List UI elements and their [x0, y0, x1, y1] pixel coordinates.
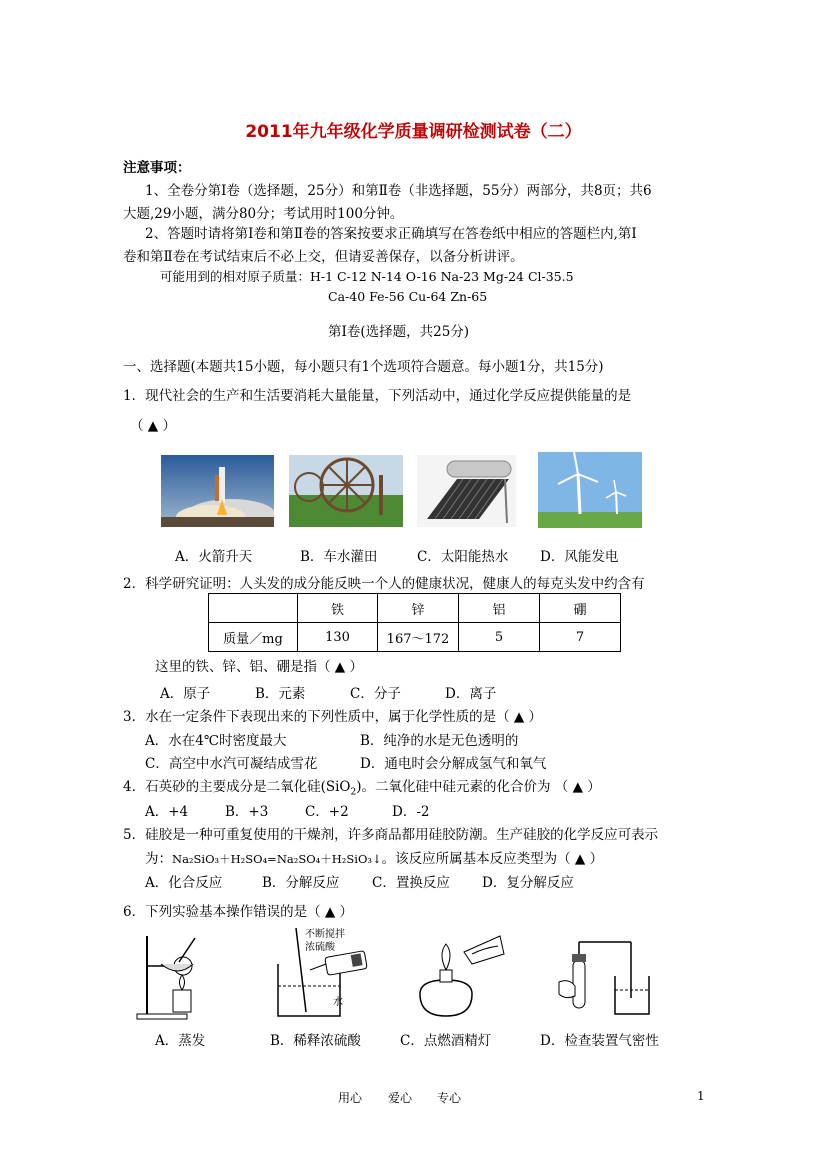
- table-header-cell: 铁: [298, 594, 378, 623]
- water-label: 水: [333, 997, 343, 1008]
- atomic-mass-line1: 可能用到的相对原子质量：H-1 C-12 N-14 O-16 Na-23 Mg-24 Cl-35.5: [160, 269, 574, 284]
- page-number: 1: [697, 1089, 705, 1103]
- q3-option-c: C．高空中水汽可凝结成雪花: [145, 756, 318, 772]
- table-cell: 167～172: [378, 623, 459, 652]
- q4-option-b: B．+3: [225, 804, 269, 820]
- table-row: [209, 623, 621, 652]
- q6-option-c: C．点燃酒精灯: [400, 1033, 492, 1049]
- q5-equation-line: [145, 847, 603, 867]
- table-cell: 130: [298, 623, 378, 652]
- q1-option-d: D．风能发电: [540, 549, 619, 565]
- q3-stem: 3．水在一定条件下表现出来的下列性质中，属于化学性质的是（ ▲ ）: [123, 709, 543, 725]
- atomic-mass-line2: Ca-40 Fe-56 Cu-64 Zn-65: [328, 289, 488, 304]
- solar-water-heater-image: [417, 455, 516, 527]
- table-cell: 质量／mg: [209, 623, 298, 652]
- notice-p1-line2: 大题,29小题，满分80分；考试用时100分钟。: [123, 206, 404, 222]
- q1-answer-blank: （ ▲ ）: [130, 418, 176, 434]
- footer-word-3: 专心: [437, 1091, 462, 1105]
- notice-p2-line1: 2、答题时请将第Ⅰ卷和第Ⅱ卷的答案按要求正确填写在答卷纸中相应的答题栏内,第Ⅰ: [145, 226, 637, 242]
- q4-option-a: A．+4: [145, 804, 189, 820]
- q6-option-a: A．蒸发: [155, 1033, 206, 1049]
- q5-option-c: C．置换反应: [372, 875, 450, 891]
- notice-p1-line1: 1、全卷分第Ⅰ卷（选择题，25分）和第Ⅱ卷（非选择题，55分）两部分，共8页；共6: [145, 183, 652, 199]
- hair-element-table: [208, 593, 621, 652]
- wind-turbine-image: [538, 452, 642, 528]
- q2-question: 这里的铁、锌、铝、硼是指（ ▲ ）: [155, 659, 363, 675]
- evaporation-apparatus-image: [133, 930, 213, 1022]
- q2-option-a: A．原子: [160, 686, 211, 702]
- waterwheel-image: [289, 455, 403, 527]
- q5-option-d: D．复分解反应: [482, 875, 574, 891]
- q4-option-d: D．-2: [392, 804, 430, 820]
- rocket-launch-image: [161, 455, 274, 527]
- q3-option-b: B．纯净的水是无色透明的: [360, 733, 519, 749]
- q1-option-c: C．太阳能热水: [417, 549, 509, 565]
- q3-option-a: A．水在4℃时密度最大: [145, 733, 287, 749]
- q4-option-c: C．+2: [305, 804, 349, 820]
- q5-eq-suffix: 。该反应所属基本反应类型为（ ▲ ）: [381, 851, 604, 867]
- part-heading: 一、选择题(本题共15小题，每小题只有1个选项符合题意。每小题1分，共15分): [123, 359, 604, 375]
- q2-option-d: D．离子: [445, 686, 497, 702]
- footer-word-1: 用心: [338, 1091, 363, 1105]
- footer-word-2: 爱心: [388, 1091, 413, 1105]
- q1-option-b: B．车水灌田: [300, 549, 378, 565]
- q4-stem-part2: )。二氧化硅中硅元素的化合价为 （ ▲ ）: [356, 779, 601, 795]
- page-title: 2011年九年级化学质量调研检测试卷（二）: [245, 122, 582, 142]
- q4-subscript: 2: [350, 787, 357, 798]
- q6-option-d: D．检查装置气密性: [540, 1033, 659, 1049]
- alcohol-lamp-apparatus-image: [412, 932, 507, 1022]
- q5-stem: 5．硅胶是一种可重复使用的干燥剂，许多商品都用硅胶防潮。生产硅胶的化学反应可表示: [123, 827, 659, 843]
- table-header-cell: 铝: [459, 594, 540, 623]
- q4-stem-part1: 4．石英砂的主要成分是二氧化硅(SiO: [123, 779, 351, 795]
- q1-stem: 1．现代社会的生产和生活要消耗大量能量，下列活动中，通过化学反应提供能量的是: [123, 388, 632, 404]
- q3-option-d: D．通电时会分解成氢气和氧气: [360, 756, 547, 772]
- q2-option-b: B．元素: [255, 686, 306, 702]
- table-header-cell: 硼: [540, 594, 621, 623]
- section-title: 第Ⅰ卷(选择题，共25分): [328, 324, 470, 340]
- notice-heading: 注意事项：: [123, 160, 191, 176]
- q2-stem: 2．科学研究证明：人头发的成分能反映一个人的健康状况，健康人的每克头发中约含有: [123, 576, 645, 592]
- q5-option-b: B．分解反应: [262, 875, 340, 891]
- notice-p2-line2: 卷和第Ⅱ卷在考试结束后不必上交，但请妥善保存，以备分析讲评。: [123, 249, 524, 265]
- stir-label: 不断搅拌: [305, 929, 345, 940]
- q6-option-b: B．稀释浓硫酸: [270, 1033, 361, 1049]
- acid-label: 浓硫酸: [305, 942, 335, 953]
- q2-option-c: C．分子: [350, 686, 401, 702]
- table-header-cell: [209, 594, 298, 623]
- table-cell: 5: [459, 623, 540, 652]
- q6-stem: 6．下列实验基本操作错误的是（ ▲ ）: [123, 904, 354, 920]
- q5-equation: Na₂SiO₃＋H₂SO₄=Na₂SO₄＋H₂SiO₃↓: [172, 852, 382, 866]
- table-header-row: [209, 594, 621, 623]
- q5-eq-prefix: 为：: [145, 851, 172, 867]
- q1-option-a: A．火箭升天: [175, 549, 253, 565]
- q4-stem: [123, 775, 601, 798]
- q5-option-a: A．化合反应: [145, 875, 223, 891]
- table-header-cell: 锌: [378, 594, 459, 623]
- airtightness-check-apparatus-image: [555, 930, 655, 1020]
- table-cell: 7: [540, 623, 621, 652]
